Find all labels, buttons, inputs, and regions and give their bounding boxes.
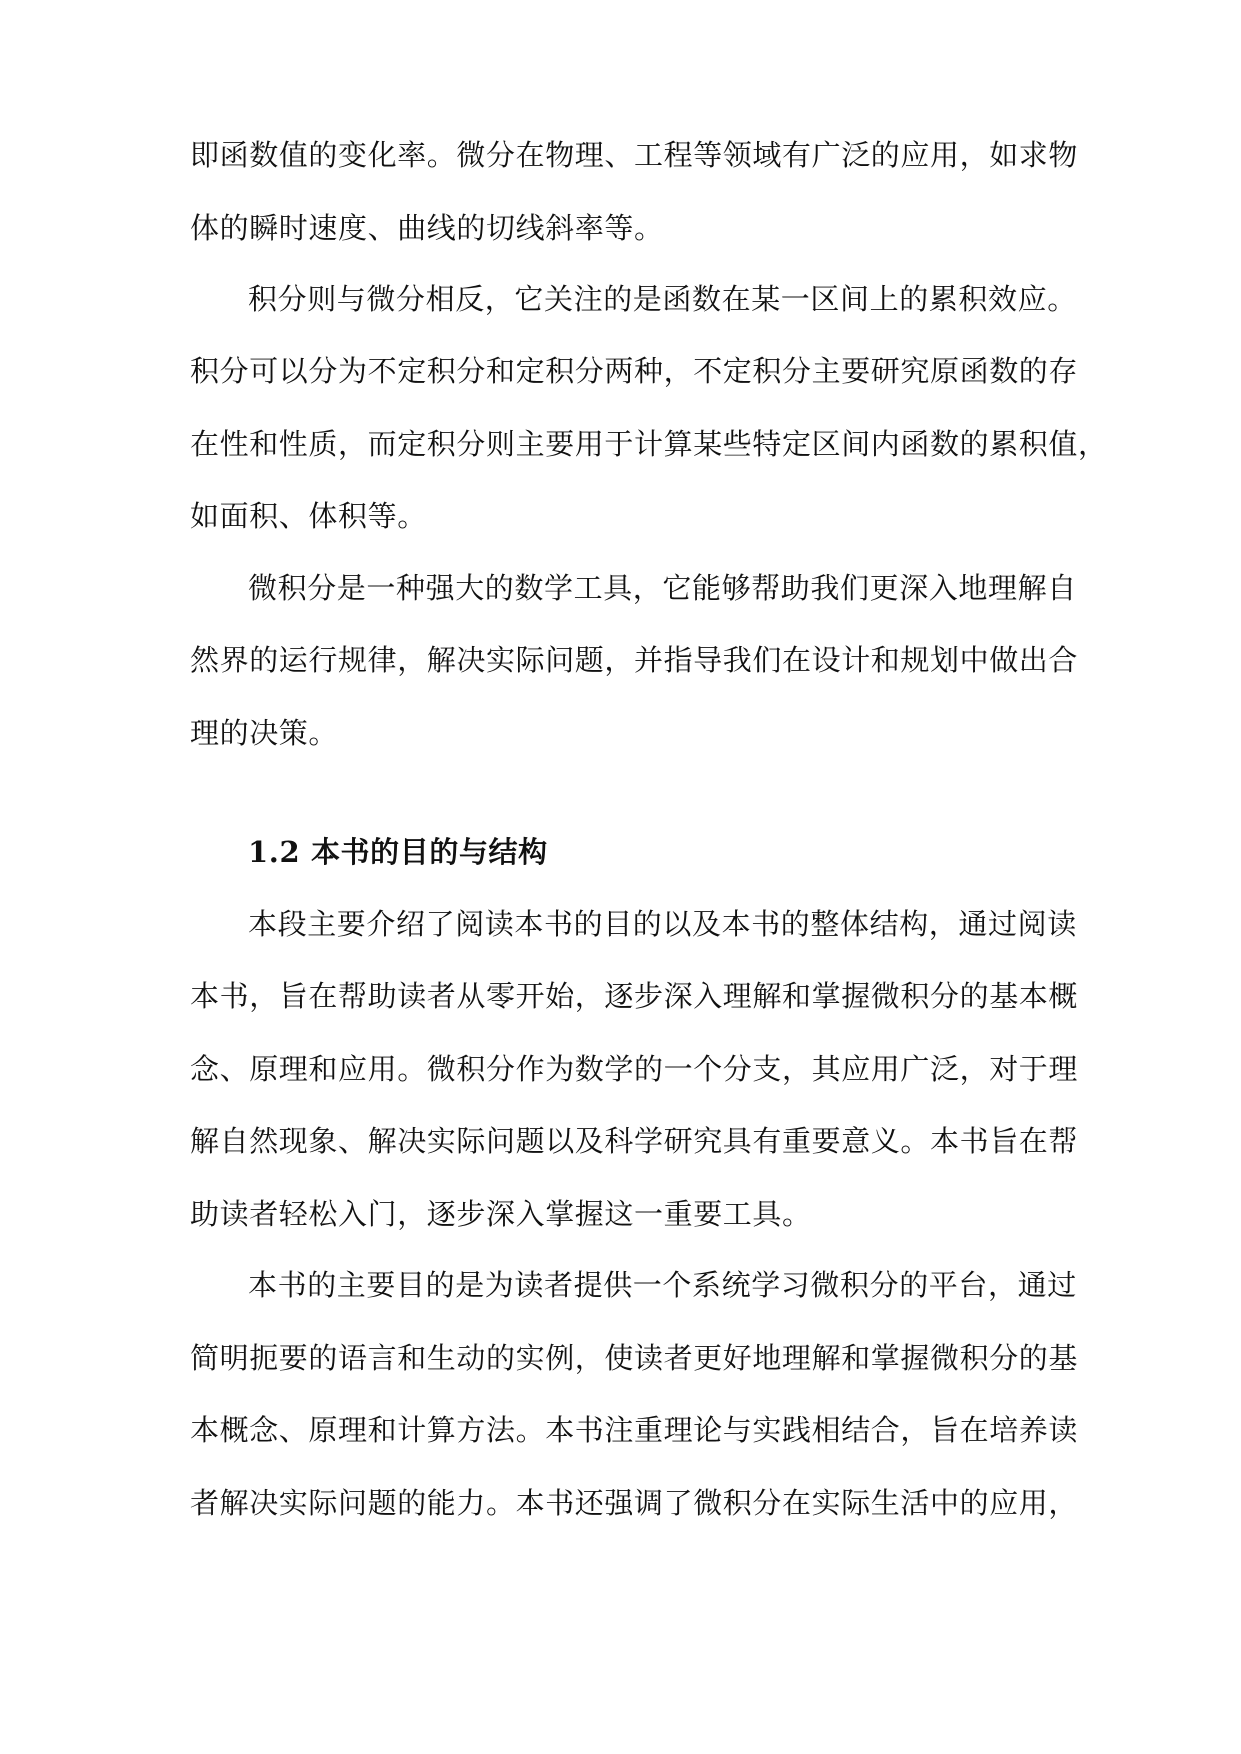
paragraph-line: 然界的运行规律，解决实际问题，并指导我们在设计和规划中做出合	[190, 643, 1079, 677]
paragraph-line: 积分可以分为不定积分和定积分两种，不定积分主要研究原函数的存	[190, 354, 1079, 388]
paragraph-line: 即函数值的变化率。微分在物理、工程等领域有广泛的应用，如求物	[190, 138, 1079, 172]
paragraph-line: 者解决实际问题的能力。本书还强调了微积分在实际生活中的应用，	[190, 1486, 1079, 1520]
paragraph-line: 微积分是一种强大的数学工具，它能够帮助我们更深入地理解自	[248, 571, 1077, 605]
paragraph-line: 本段主要介绍了阅读本书的目的以及本书的整体结构，通过阅读	[248, 907, 1077, 941]
paragraph-line: 解自然现象、解决实际问题以及科学研究具有重要意义。本书旨在帮	[190, 1124, 1079, 1158]
paragraph-line: 念、原理和应用。微积分作为数学的一个分支，其应用广泛，对于理	[190, 1052, 1079, 1086]
paragraph-line: 理的决策。	[190, 716, 339, 750]
paragraph-line: 如面积、体积等。	[190, 499, 427, 533]
paragraph-line: 助读者轻松入门，逐步深入掌握这一重要工具。	[190, 1197, 812, 1231]
paragraph-line: 积分则与微分相反，它关注的是函数在某一区间上的累积效应。	[248, 282, 1077, 316]
paragraph-line: 本书的主要目的是为读者提供一个系统学习微积分的平台，通过	[248, 1268, 1077, 1302]
paragraph-line: 本概念、原理和计算方法。本书注重理论与实践相结合，旨在培养读	[190, 1413, 1079, 1447]
section-heading: 1.2 本书的目的与结构	[248, 835, 548, 869]
paragraph-line: 在性和性质，而定积分则主要用于计算某些特定区间内函数的累积值，	[190, 427, 1108, 461]
paragraph-line: 体的瞬时速度、曲线的切线斜率等。	[190, 211, 664, 245]
paragraph-line: 简明扼要的语言和生动的实例，使读者更好地理解和掌握微积分的基	[190, 1341, 1079, 1375]
paragraph-line: 本书，旨在帮助读者从零开始，逐步深入理解和掌握微积分的基本概	[190, 979, 1079, 1013]
